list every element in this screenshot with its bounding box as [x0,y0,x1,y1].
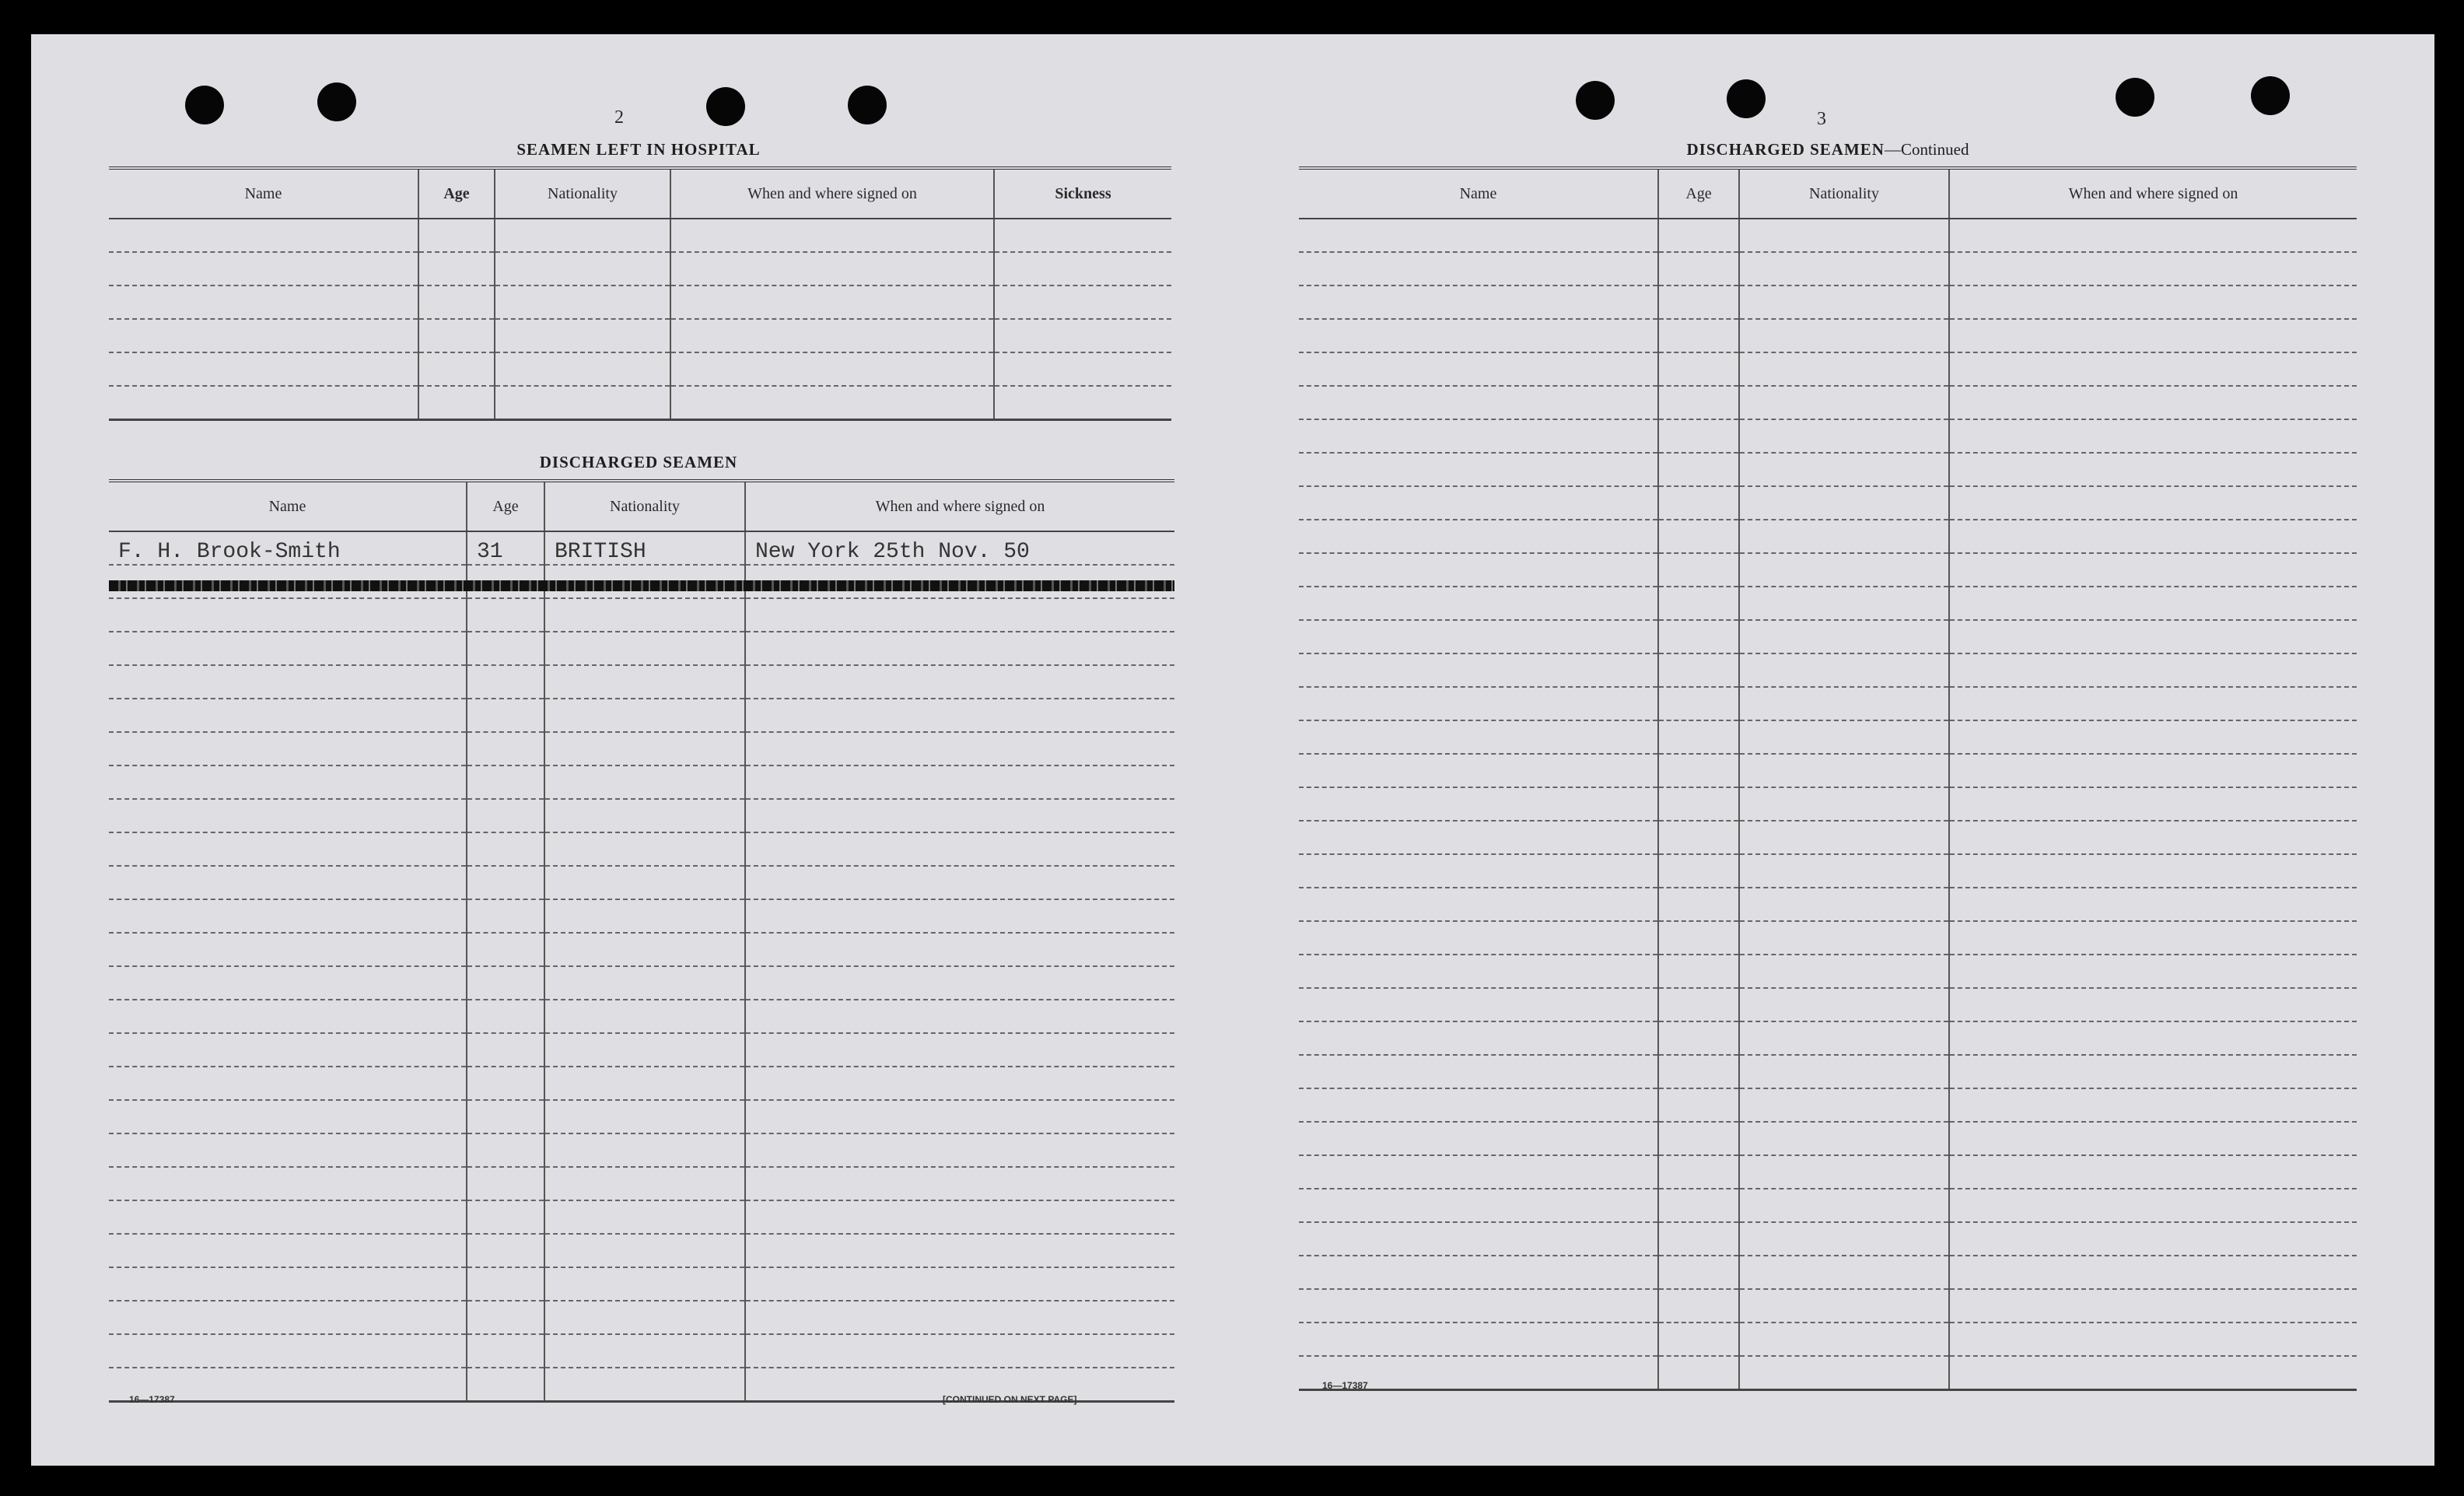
column-header-signed-on: When and where signed on [670,168,994,219]
table-row [1299,1055,2357,1088]
table-row [1299,1222,2357,1256]
table-row [109,1167,1174,1200]
table-row [1299,486,2357,520]
table-row [1299,587,2357,620]
table-row [1299,787,2357,821]
table-row [1299,252,2357,286]
table-row [109,252,1171,286]
column-header-age: Age [418,168,495,219]
column-header-age: Age [1658,168,1739,219]
table-row [109,933,1174,966]
column-header-name: Name [109,168,418,219]
table-row [109,1033,1174,1067]
discharged-section-title: DISCHARGED SEAMEN [539,453,738,471]
page-number-left: 2 [614,107,624,128]
column-header-signed-on: When and where signed on [745,481,1174,531]
hospital-section-title: SEAMEN LEFT IN HOSPITAL [516,140,761,159]
punch-hole [317,82,356,121]
table-row [109,1234,1174,1267]
table-row [109,1100,1174,1133]
table-row [109,386,1171,420]
column-header-name: Name [109,481,467,531]
page-number-right: 3 [1817,109,1826,129]
table-row [1299,921,2357,955]
table-row [109,632,1174,665]
discharged-table [109,479,1174,1403]
table-row [1299,1088,2357,1122]
table-row [109,1000,1174,1033]
seaman-nationality: BRITISH [544,531,745,565]
table-row [109,866,1174,899]
punch-hole [2116,78,2154,117]
column-header-nationality: Nationality [544,481,745,531]
table-row [1299,988,2357,1021]
table-row [1299,1155,2357,1189]
table-row [1299,286,2357,319]
seaman-name: F. H. Brook-Smith [109,531,467,565]
table-row [1299,352,2357,386]
table-row [1299,419,2357,453]
table-row [109,319,1171,352]
discharged-continued-title [1299,140,2357,159]
column-header-nationality: Nationality [495,168,670,219]
table-row [109,665,1174,699]
table-row [1299,620,2357,653]
table-row [1299,653,2357,687]
seaman-signed-on: New York 25th Nov. 50 [745,531,1174,565]
table-row [109,899,1174,933]
table-row [1299,553,2357,587]
table-row [1299,1356,2357,1390]
table-row [109,1267,1174,1301]
table-row [1299,720,2357,754]
table-row [1299,1021,2357,1055]
table-row [109,286,1171,319]
table-row [109,766,1174,799]
typed-strikeout-row [109,580,1174,591]
table-row [109,352,1171,386]
table-row [1299,219,2357,252]
punch-hole [706,87,745,126]
table-row [109,1301,1174,1334]
table-row [1299,453,2357,486]
table-row [1299,754,2357,787]
document-sheet [31,34,2434,1466]
column-header-name: Name [1299,168,1658,219]
table-row [109,1067,1174,1100]
table-row [1299,1289,2357,1323]
form-number-right: 16—17387 [1322,1380,1368,1391]
table-row [1299,854,2357,888]
table-row [1299,955,2357,988]
table-row [109,531,1174,565]
form-number-left: 16—17387 [129,1394,175,1405]
table-row [109,1133,1174,1167]
table-row [1299,888,2357,921]
punch-hole [1727,79,1766,118]
title-continued: —Continued [1884,140,1969,159]
table-row [109,598,1174,632]
title-main: DISCHARGED SEAMEN [1686,140,1885,159]
table-row [1299,520,2357,553]
table-row [109,832,1174,866]
table-row [109,799,1174,832]
table-row [109,966,1174,1000]
punch-hole [1576,81,1615,120]
table-row [1299,1256,2357,1289]
hospital-table [109,166,1171,421]
punch-hole [848,86,887,124]
continued-note: [CONTINUED ON NEXT PAGE] [943,1394,1077,1405]
table-row [109,732,1174,766]
column-header-age: Age [467,481,544,531]
column-header-nationality: Nationality [1739,168,1949,219]
table-row [1299,319,2357,352]
table-row [109,1200,1174,1234]
table-row [109,699,1174,732]
punch-hole [185,86,224,124]
table-row [1299,1323,2357,1356]
table-row [109,1334,1174,1368]
table-row [1299,687,2357,720]
seaman-age: 31 [467,531,544,565]
table-row [1299,1189,2357,1222]
table-row [1299,1122,2357,1155]
table-row [109,219,1171,252]
table-row [1299,821,2357,854]
column-header-signed-on: When and where signed on [1949,168,2357,219]
discharged-continued-table [1299,166,2357,1391]
table-row [1299,386,2357,419]
column-header-sickness: Sickness [994,168,1171,219]
punch-hole [2251,76,2290,115]
